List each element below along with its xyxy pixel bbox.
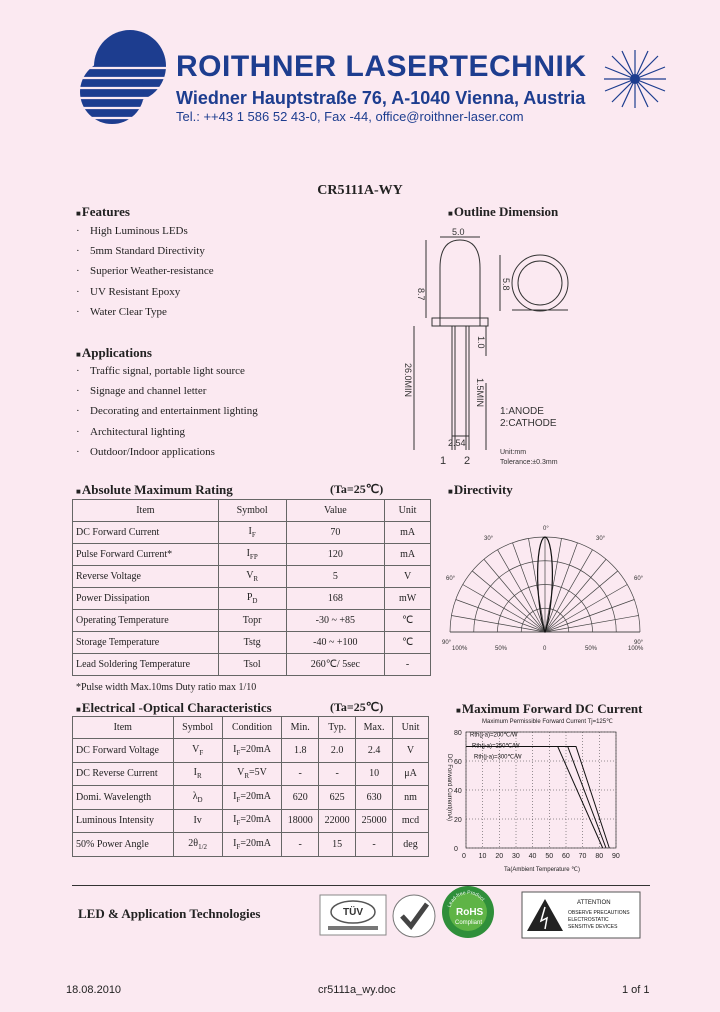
abs-max-condition: (Ta=25℃): [330, 482, 384, 496]
abs-item-cell: Pulse Forward Current*: [73, 544, 219, 566]
feature-item: [76, 241, 214, 261]
eo-item-cell: DC Reverse Current: [73, 762, 174, 786]
bullet-icon: ·: [76, 265, 80, 278]
eo-header-cell: Item: [73, 717, 174, 739]
abs-symbol-cell: $V_R$: [218, 566, 286, 588]
application-text: Signage and channel letter: [90, 385, 207, 398]
directivity-plot: [440, 520, 650, 650]
application-text: Traffic signal, portable light source: [90, 365, 245, 377]
tuv-certification-logo: [318, 893, 388, 937]
table-row: [73, 566, 431, 588]
dim-gap: 1.0: [476, 336, 486, 349]
bullet-icon: ·: [76, 305, 80, 318]
dim-lead-length: 26.0MIN: [403, 363, 413, 398]
abs-header-cell: Unit: [385, 500, 431, 522]
series-legend-label: Rth(j-a)=250℃/W: [472, 743, 520, 750]
rohs-compliant-badge: [440, 884, 496, 940]
outline-drawing: [400, 228, 610, 473]
x-tick-label: 0: [462, 853, 466, 860]
eo-min-cell: -: [282, 833, 319, 857]
abs-max-note: *Pulse width Max.10ms Duty ratio max 1/10: [76, 682, 257, 693]
abs-header-cell: Symbol: [218, 500, 286, 522]
table-row: [73, 762, 429, 786]
angle-label: 30°: [484, 536, 494, 542]
feature-item: [76, 282, 214, 302]
laser-starburst-icon: [600, 48, 670, 110]
dim-rim: 5.8: [501, 278, 511, 291]
abs-unit-cell: V: [385, 566, 431, 588]
abs-unit-cell: mW: [385, 588, 431, 610]
eo-max-cell: 25000: [356, 809, 393, 833]
scale-label: 50%: [495, 646, 508, 650]
abs-unit-cell: ℃: [385, 610, 431, 632]
part-number-title: CR5111A-WY: [317, 183, 403, 198]
rohs-text: RoHS: [456, 907, 484, 918]
application-item: [76, 442, 258, 462]
footer-date: 18.08.2010: [66, 984, 122, 996]
bullet-icon: ·: [76, 285, 80, 298]
abs-value-cell: 120: [286, 544, 385, 566]
bullet-icon: ·: [76, 225, 80, 237]
abs-value-cell: 260℃/ 5sec: [286, 654, 385, 676]
directivity-heading: ■Directivity: [448, 482, 513, 497]
abs-symbol-cell: $I_{FP}$: [218, 544, 286, 566]
x-tick-label: 40: [528, 853, 537, 860]
table-row: [73, 588, 431, 610]
eo-item-cell: 50% Power Angle: [73, 833, 174, 857]
eo-header-cell: Min.: [282, 717, 319, 739]
esd-line-3: SENSITIVE DEVICES: [568, 924, 618, 930]
scale-label: 100%: [628, 646, 644, 650]
y-tick-label: 0: [454, 846, 458, 853]
dim-pitch: 2.54: [448, 438, 466, 448]
eo-condition-cell: $I_F=20mA$: [222, 809, 282, 833]
application-text: Decorating and entertainment lighting: [90, 405, 258, 418]
bullet-icon: ·: [76, 385, 80, 398]
eo-condition-cell: $I_F=20mA$: [222, 739, 282, 763]
company-contact: Tel.: ++43 1 586 52 43-0, Fax -44, office@roithner-laser.com: [176, 109, 524, 124]
eo-condition: (Ta=25℃): [330, 700, 384, 714]
table-row: [73, 739, 429, 763]
feature-text: Water Clear Type: [90, 305, 167, 318]
table-row: [73, 654, 431, 676]
angle-label: 90°: [634, 640, 644, 646]
feature-text: High Luminous LEDs: [90, 225, 188, 237]
feature-item: [76, 221, 214, 241]
y-tick-label: 80: [454, 730, 462, 737]
abs-header-cell: Item: [73, 500, 219, 522]
eo-heading: ■Electrical -Optical Characteristics: [76, 700, 272, 715]
eo-unit-cell: V: [393, 739, 429, 763]
footer-company: LED & Application Technologies: [78, 906, 261, 921]
table-header-row: [73, 500, 431, 522]
eo-header-cell: Condition: [222, 717, 282, 739]
abs-symbol-cell: $P_D$: [218, 588, 286, 610]
abs-item-cell: DC Forward Current: [73, 522, 219, 544]
company-name: ROITHNER LASERTECHNIK: [176, 50, 587, 83]
abs-value-cell: 5: [286, 566, 385, 588]
eo-unit-cell: μA: [393, 762, 429, 786]
bullet-icon: ·: [76, 445, 80, 458]
abs-item-cell: Lead Soldering Temperature: [73, 654, 219, 676]
x-tick-label: 90: [612, 853, 620, 860]
x-tick-label: 10: [478, 853, 487, 860]
dim-width: 5.0: [452, 228, 465, 237]
abs-item-cell: Reverse Voltage: [73, 566, 219, 588]
chart-subtitle: Maximum Permissible Forward Current Tj=125℃: [482, 719, 613, 725]
abs-symbol-cell: Tstg: [218, 632, 286, 654]
compliance-check-icon: [390, 892, 438, 940]
chart-xlabel: Ta(Ambient Temperature ℃): [504, 867, 580, 873]
applications-heading: ■Applications: [76, 345, 152, 360]
applications-list: [76, 361, 258, 462]
eo-symbol-cell: $I_R$: [173, 762, 222, 786]
abs-unit-cell: ℃: [385, 632, 431, 654]
feature-text: Superior Weather-resistance: [90, 265, 214, 278]
feature-text: UV Resistant Epoxy: [90, 285, 181, 298]
x-tick-label: 50: [545, 853, 554, 860]
application-item: [76, 381, 258, 401]
scale-label: 50%: [585, 646, 598, 650]
forward-current-chart: [440, 714, 640, 874]
eo-condition-cell: $I_F=20mA$: [222, 786, 282, 810]
series-legend-label: Rth(j-a)=300℃/W: [474, 754, 522, 761]
pin-cathode: 2:CATHODE: [500, 418, 557, 429]
unit-note: Unit:mm: [500, 449, 527, 456]
bullet-icon: ·: [76, 245, 80, 258]
abs-value-cell: -40 ~ +100: [286, 632, 385, 654]
abs-value-cell: 70: [286, 522, 385, 544]
company-logo: [60, 28, 175, 128]
rohs-ring-text: Lead-free Product: [446, 889, 486, 909]
table-row: [73, 522, 431, 544]
y-tick-label: 60: [454, 759, 462, 766]
dim-lead-min: 1.5MIN: [475, 378, 485, 408]
angle-label: 30°: [596, 536, 606, 542]
application-text: Architectural lighting: [90, 425, 185, 438]
abs-item-cell: Operating Temperature: [73, 610, 219, 632]
abs-item-cell: Power Dissipation: [73, 588, 219, 610]
eo-min-cell: -: [282, 762, 319, 786]
company-address: Wiedner Hauptstraße 76, A-1040 Vienna, Austria: [176, 88, 586, 108]
table-row: [73, 632, 431, 654]
abs-symbol-cell: Topr: [218, 610, 286, 632]
features-heading: ■Features: [76, 204, 130, 219]
scale-label: 0: [543, 646, 547, 650]
chart-heading: ■Maximum Forward DC Current: [456, 701, 643, 716]
x-tick-label: 60: [562, 853, 570, 860]
bullet-icon: ·: [76, 365, 80, 377]
abs-unit-cell: -: [385, 654, 431, 676]
eo-symbol-cell: $V_F$: [173, 739, 222, 763]
esd-attention-label: [521, 891, 641, 939]
eo-item-cell: Domi. Wavelength: [73, 786, 174, 810]
bullet-icon: ·: [76, 425, 80, 438]
eo-table: [72, 716, 429, 857]
esd-title: ATTENTION: [577, 900, 611, 906]
x-tick-label: 80: [595, 853, 604, 860]
feature-item: [76, 302, 214, 322]
eo-symbol-cell: $\lambda_D$: [173, 786, 222, 810]
table-row: [73, 610, 431, 632]
abs-value-cell: -30 ~ +85: [286, 610, 385, 632]
x-tick-label: 30: [512, 853, 520, 860]
eo-min-cell: 620: [282, 786, 319, 810]
eo-header-cell: Symbol: [173, 717, 222, 739]
eo-symbol-cell: $2\theta_{1/2}$: [173, 833, 222, 857]
eo-item-cell: Luminous Intensity: [73, 809, 174, 833]
eo-header-cell: Typ.: [319, 717, 356, 739]
abs-max-heading: ■Absolute Maximum Rating: [76, 482, 233, 497]
eo-typ-cell: -: [319, 762, 356, 786]
x-tick-label: 20: [495, 853, 504, 860]
eo-item-cell: DC Forward Voltage: [73, 739, 174, 763]
footer-filename: cr5111a_wy.doc: [318, 984, 396, 996]
abs-symbol-cell: Tsol: [218, 654, 286, 676]
abs-max-table: [72, 499, 431, 676]
chart-ylabel: DC Forward Current(mA): [446, 754, 452, 822]
y-tick-label: 40: [454, 788, 462, 795]
eo-symbol-cell: Iv: [173, 809, 222, 833]
feature-text: 5mm Standard Directivity: [90, 245, 205, 258]
pin-anode: 1:ANODE: [500, 406, 544, 417]
outline-heading: ■Outline Dimension: [448, 204, 559, 219]
rohs-subtext: Compliant: [455, 920, 483, 926]
application-item: [76, 401, 258, 421]
application-text: Outdoor/Indoor applications: [90, 445, 215, 458]
table-row: [73, 786, 429, 810]
abs-header-cell: Value: [286, 500, 385, 522]
eo-header-cell: Unit: [393, 717, 429, 739]
scale-label: 100%: [452, 646, 468, 650]
features-list: [76, 221, 214, 322]
tolerance-note: Tolerance:±0.3mm: [500, 459, 558, 466]
eo-typ-cell: 22000: [319, 809, 356, 833]
eo-condition-cell: $I_F=20mA$: [222, 833, 282, 857]
application-item: [76, 422, 258, 442]
esd-line-1: OBSERVE PRECAUTIONS: [568, 910, 630, 916]
eo-max-cell: 10: [356, 762, 393, 786]
abs-value-cell: 168: [286, 588, 385, 610]
abs-item-cell: Storage Temperature: [73, 632, 219, 654]
abs-unit-cell: mA: [385, 544, 431, 566]
table-row: [73, 833, 429, 857]
eo-unit-cell: nm: [393, 786, 429, 810]
eo-condition-cell: $V_R=5V$: [222, 762, 282, 786]
tuv-text: TÜV: [343, 907, 363, 918]
angle-label: 60°: [446, 576, 456, 582]
eo-max-cell: -: [356, 833, 393, 857]
y-tick-label: 20: [454, 817, 462, 824]
eo-typ-cell: 15: [319, 833, 356, 857]
pin-num-2: 2: [464, 455, 471, 467]
series-line: [466, 747, 603, 849]
pin-num-1: 1: [440, 455, 447, 467]
eo-typ-cell: 2.0: [319, 739, 356, 763]
eo-typ-cell: 625: [319, 786, 356, 810]
esd-line-2: ELECTROSTATIC: [568, 917, 609, 923]
feature-item: [76, 261, 214, 281]
angle-label: 90°: [442, 640, 452, 646]
abs-unit-cell: mA: [385, 522, 431, 544]
table-row: [73, 809, 429, 833]
x-tick-label: 70: [578, 853, 587, 860]
series-line: [466, 747, 606, 849]
abs-symbol-cell: $I_F$: [218, 522, 286, 544]
table-header-row: [73, 717, 429, 739]
footer-rule: [72, 885, 650, 886]
dim-height: 8.7: [416, 288, 426, 301]
eo-unit-cell: mcd: [393, 809, 429, 833]
eo-min-cell: 18000: [282, 809, 319, 833]
eo-max-cell: 630: [356, 786, 393, 810]
series-line: [466, 747, 609, 849]
series-legend-label: Rth(j-a)=200℃/W: [470, 732, 518, 739]
eo-min-cell: 1.8: [282, 739, 319, 763]
application-item: [76, 361, 258, 381]
bullet-icon: ·: [76, 405, 80, 418]
eo-header-cell: Max.: [356, 717, 393, 739]
footer-page: 1 of 1: [622, 984, 650, 996]
eo-max-cell: 2.4: [356, 739, 393, 763]
eo-unit-cell: deg: [393, 833, 429, 857]
table-row: [73, 544, 431, 566]
angle-label: 60°: [634, 576, 644, 582]
angle-label: 0°: [543, 526, 549, 532]
